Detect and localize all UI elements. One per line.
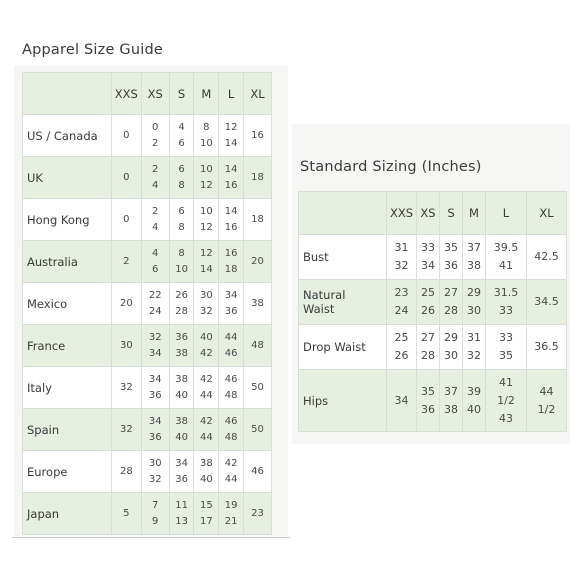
size-value-cell-line: 26 xyxy=(175,289,188,301)
row-label: Mexico xyxy=(23,283,112,325)
row-label: UK xyxy=(23,157,112,199)
size-value-cell xyxy=(111,325,141,367)
size-value-cell xyxy=(141,451,169,493)
size-value-cell xyxy=(194,409,219,451)
size-value-cell-line: 4 xyxy=(152,247,159,259)
size-value-cell xyxy=(244,241,272,283)
standard-sizing-title: Standard Sizing (Inches) xyxy=(300,159,482,175)
table-row xyxy=(23,241,272,283)
size-value-cell-line: 36 xyxy=(444,259,458,272)
size-value-cell-line: 35 xyxy=(444,241,458,254)
size-value-cell-line: 25 xyxy=(394,331,409,344)
table-row xyxy=(23,451,272,493)
size-value-cell-line: 48 xyxy=(224,431,238,443)
size-value-cell-line: 44 xyxy=(199,389,213,401)
size-value-cell-line: 26 xyxy=(421,304,435,317)
size-value-cell xyxy=(169,115,194,157)
size-value-cell-line: 42 xyxy=(199,373,213,385)
size-value-cell xyxy=(219,157,244,199)
size-value-cell-line: 9 xyxy=(152,515,159,527)
row-label: Spain xyxy=(23,409,112,451)
size-value-cell xyxy=(417,370,440,432)
size-value-cell-line: 32 xyxy=(199,305,213,317)
row-label-line: Drop Waist xyxy=(303,340,366,354)
size-value-cell-line: 19 xyxy=(224,499,238,511)
size-value-cell-line: 12 xyxy=(199,179,213,191)
size-value-cell-line: 38 xyxy=(199,457,213,469)
size-value-cell-line: 48 xyxy=(251,339,264,351)
size-value-cell-line: 41 xyxy=(499,259,513,272)
table-row xyxy=(23,367,272,409)
row-label xyxy=(299,370,387,432)
size-value-cell xyxy=(440,235,463,280)
apparel-size-table xyxy=(22,72,272,535)
size-value-cell-line: 6 xyxy=(178,205,185,217)
row-label: Italy xyxy=(23,367,112,409)
table-row xyxy=(299,325,567,370)
size-value-cell xyxy=(111,199,141,241)
row-label-line: Natural xyxy=(303,288,346,302)
header-row xyxy=(299,192,567,235)
size-header-s: S xyxy=(169,73,194,115)
size-value-cell-line: 35 xyxy=(421,384,435,398)
size-value-cell xyxy=(244,367,272,409)
size-value-cell-line: 10 xyxy=(199,163,213,175)
size-value-cell xyxy=(141,409,169,451)
size-value-cell-line: 46 xyxy=(224,373,238,385)
row-label: Hong Kong xyxy=(23,199,112,241)
size-header-l: L xyxy=(219,73,244,115)
size-value-cell-line: 18 xyxy=(224,263,238,275)
size-value-cell xyxy=(417,235,440,280)
size-value-cell-line: 2 xyxy=(152,163,159,175)
size-value-cell-line: 8 xyxy=(203,121,210,133)
size-value-cell-line: 12 xyxy=(224,121,238,133)
size-value-cell xyxy=(417,280,440,325)
size-value-cell xyxy=(244,115,272,157)
size-value-cell-line: 40 xyxy=(175,389,188,401)
size-value-cell-line: 2 xyxy=(123,255,130,267)
size-value-cell-line: 10 xyxy=(175,263,188,275)
size-value-cell-line: 38 xyxy=(175,347,188,359)
size-value-cell xyxy=(219,115,244,157)
size-value-cell xyxy=(387,235,417,280)
size-header-xxs: XXS xyxy=(387,192,417,235)
size-value-cell xyxy=(111,241,141,283)
size-value-cell-line: 34 xyxy=(224,289,238,301)
size-value-cell xyxy=(244,451,272,493)
size-header-l: L xyxy=(486,192,527,235)
size-header-m: M xyxy=(463,192,486,235)
size-value-cell-line: 38 xyxy=(444,402,458,416)
size-value-cell-line: 34.5 xyxy=(534,295,559,308)
size-value-cell xyxy=(244,283,272,325)
size-value-cell-line: 42.5 xyxy=(534,250,559,263)
size-value-cell-line: 28 xyxy=(175,305,188,317)
size-value-cell-line: 32 xyxy=(148,331,162,343)
size-value-cell xyxy=(141,157,169,199)
size-value-cell-line: 15 xyxy=(199,499,213,511)
standard-sizing-table xyxy=(298,191,567,432)
size-value-cell xyxy=(169,367,194,409)
size-value-cell-line: 28 xyxy=(119,465,133,477)
size-value-cell-line: 36.5 xyxy=(534,340,559,353)
size-value-cell xyxy=(417,325,440,370)
size-value-cell xyxy=(194,493,219,535)
row-label: Europe xyxy=(23,451,112,493)
size-value-cell-line: 14 xyxy=(224,205,238,217)
size-value-cell-line: 33 xyxy=(421,241,435,254)
size-value-cell xyxy=(527,370,567,432)
size-value-cell xyxy=(440,370,463,432)
size-value-cell xyxy=(244,157,272,199)
table-row xyxy=(23,115,272,157)
size-value-cell xyxy=(194,325,219,367)
size-value-cell xyxy=(141,325,169,367)
size-value-cell-line: 34 xyxy=(148,415,162,427)
bottom-divider xyxy=(12,537,290,538)
size-value-cell xyxy=(111,115,141,157)
header-corner xyxy=(23,73,112,115)
size-value-cell xyxy=(111,367,141,409)
size-header-xl: XL xyxy=(527,192,567,235)
size-value-cell-line: 6 xyxy=(178,163,185,175)
size-value-cell-line: 29 xyxy=(467,286,481,299)
size-value-cell-line: 1/2 xyxy=(537,402,556,416)
size-value-cell-line: 0 xyxy=(152,121,159,133)
size-value-cell xyxy=(486,235,527,280)
size-value-cell-line: 41 xyxy=(499,375,513,389)
size-value-cell-line: 14 xyxy=(199,263,213,275)
size-value-cell xyxy=(219,367,244,409)
size-value-cell-line: 17 xyxy=(199,515,213,527)
size-header-xs: XS xyxy=(141,73,169,115)
size-value-cell-line: 0 xyxy=(123,171,130,183)
size-value-cell-line: 20 xyxy=(251,255,264,267)
table-row xyxy=(299,280,567,325)
size-value-cell-line: 4 xyxy=(152,179,159,191)
size-value-cell-line: 36 xyxy=(224,305,238,317)
size-value-cell xyxy=(219,325,244,367)
size-value-cell-line: 30 xyxy=(444,349,458,362)
size-value-cell xyxy=(111,451,141,493)
size-value-cell-line: 8 xyxy=(178,247,185,259)
size-value-cell xyxy=(244,199,272,241)
size-value-cell-line: 28 xyxy=(444,304,458,317)
size-value-cell-line: 42 xyxy=(224,457,238,469)
size-value-cell-line: 6 xyxy=(152,263,159,275)
row-label: France xyxy=(23,325,112,367)
size-value-cell-line: 40 xyxy=(199,473,213,485)
size-value-cell-line: 6 xyxy=(178,137,185,149)
size-value-cell-line: 30 xyxy=(148,457,162,469)
size-value-cell-line: 22 xyxy=(148,289,162,301)
size-value-cell-line: 40 xyxy=(199,331,213,343)
size-value-cell-line: 1/2 xyxy=(497,393,515,407)
size-value-cell-line: 30 xyxy=(199,289,213,301)
row-label: Australia xyxy=(23,241,112,283)
header-corner xyxy=(299,192,387,235)
size-value-cell xyxy=(194,115,219,157)
size-value-cell-line: 34 xyxy=(421,259,435,272)
size-value-cell-line: 11 xyxy=(175,499,188,511)
size-value-cell xyxy=(111,409,141,451)
size-header-xl: XL xyxy=(244,73,272,115)
size-value-cell-line: 43 xyxy=(499,411,513,425)
size-value-cell-line: 12 xyxy=(199,221,213,233)
size-value-cell xyxy=(440,325,463,370)
size-value-cell-line: 38 xyxy=(467,259,481,272)
size-value-cell-line: 2 xyxy=(152,137,159,149)
size-value-cell-line: 36 xyxy=(421,402,435,416)
size-value-cell-line: 36 xyxy=(175,473,188,485)
row-label: US / Canada xyxy=(23,115,112,157)
size-value-cell-line: 36 xyxy=(148,389,162,401)
size-value-cell-line: 33 xyxy=(499,331,513,344)
size-value-cell-line: 46 xyxy=(224,415,238,427)
size-value-cell xyxy=(219,493,244,535)
table-row xyxy=(23,325,272,367)
size-header-s: S xyxy=(440,192,463,235)
size-value-cell-line: 34 xyxy=(394,393,409,407)
size-value-cell xyxy=(486,325,527,370)
size-value-cell xyxy=(194,283,219,325)
size-value-cell xyxy=(194,241,219,283)
size-value-cell-line: 44 xyxy=(224,331,238,343)
size-value-cell xyxy=(194,199,219,241)
size-value-cell-line: 32 xyxy=(119,423,133,435)
size-value-cell-line: 44 xyxy=(199,431,213,443)
size-value-cell xyxy=(111,493,141,535)
size-value-cell-line: 38 xyxy=(175,373,188,385)
size-value-cell-line: 26 xyxy=(394,349,409,362)
row-label-line: Bust xyxy=(303,250,329,264)
size-value-cell-line: 18 xyxy=(251,213,264,225)
table-row xyxy=(299,235,567,280)
size-value-cell-line: 24 xyxy=(148,305,162,317)
size-value-cell-line: 16 xyxy=(224,247,238,259)
size-value-cell-line: 36 xyxy=(175,331,188,343)
size-value-cell xyxy=(219,451,244,493)
size-value-cell-line: 42 xyxy=(199,415,213,427)
size-value-cell xyxy=(387,280,417,325)
size-value-cell-line: 20 xyxy=(119,297,133,309)
table-row xyxy=(23,409,272,451)
size-value-cell xyxy=(219,409,244,451)
apparel-size-guide-title: Apparel Size Guide xyxy=(22,42,163,58)
size-value-cell-line: 24 xyxy=(394,304,409,317)
size-value-cell-line: 29 xyxy=(444,331,458,344)
size-value-cell-line: 48 xyxy=(224,389,238,401)
size-value-cell xyxy=(463,235,486,280)
size-value-cell-line: 44 xyxy=(224,473,238,485)
size-value-cell-line: 39.5 xyxy=(493,241,519,254)
size-value-cell-line: 4 xyxy=(152,221,159,233)
size-value-cell-line: 37 xyxy=(444,384,458,398)
size-value-cell-line: 2 xyxy=(152,205,159,217)
size-value-cell-line: 27 xyxy=(444,286,458,299)
size-value-cell xyxy=(387,325,417,370)
size-value-cell-line: 21 xyxy=(224,515,238,527)
size-value-cell-line: 42 xyxy=(199,347,213,359)
size-value-cell-line: 18 xyxy=(251,171,264,183)
size-value-cell-line: 38 xyxy=(251,297,264,309)
size-value-cell xyxy=(194,367,219,409)
size-value-cell-line: 30 xyxy=(467,304,481,317)
size-header-m: M xyxy=(194,73,219,115)
size-value-cell-line: 0 xyxy=(123,213,130,225)
size-value-cell-line: 32 xyxy=(119,381,133,393)
size-value-cell-line: 14 xyxy=(224,163,238,175)
size-value-cell-line: 31 xyxy=(394,241,409,254)
size-value-cell xyxy=(219,283,244,325)
size-value-cell xyxy=(244,325,272,367)
size-value-cell-line: 7 xyxy=(152,499,159,511)
size-value-cell xyxy=(111,157,141,199)
row-label xyxy=(299,280,387,325)
size-value-cell xyxy=(244,493,272,535)
size-value-cell-line: 0 xyxy=(123,129,130,141)
size-value-cell xyxy=(169,493,194,535)
size-value-cell xyxy=(169,157,194,199)
size-value-cell xyxy=(486,280,527,325)
size-value-cell-line: 34 xyxy=(148,373,162,385)
size-value-cell-line: 10 xyxy=(199,205,213,217)
size-value-cell xyxy=(169,199,194,241)
size-value-cell-line: 32 xyxy=(467,349,481,362)
size-value-cell xyxy=(244,409,272,451)
size-value-cell-line: 16 xyxy=(224,179,238,191)
size-value-cell xyxy=(169,451,194,493)
size-value-cell xyxy=(169,241,194,283)
size-value-cell xyxy=(169,409,194,451)
size-value-cell xyxy=(219,241,244,283)
size-value-cell xyxy=(169,325,194,367)
table-row xyxy=(23,283,272,325)
table-row xyxy=(23,157,272,199)
size-value-cell-line: 38 xyxy=(175,415,188,427)
size-header-xxs: XXS xyxy=(111,73,141,115)
size-value-cell xyxy=(141,199,169,241)
size-value-cell-line: 25 xyxy=(421,286,435,299)
table-row xyxy=(23,199,272,241)
size-value-cell xyxy=(527,235,567,280)
size-header-xs: XS xyxy=(417,192,440,235)
row-label: Japan xyxy=(23,493,112,535)
size-value-cell-line: 36 xyxy=(148,431,162,443)
size-value-cell-line: 34 xyxy=(148,347,162,359)
size-value-cell-line: 40 xyxy=(467,402,481,416)
size-value-cell-line: 30 xyxy=(119,339,133,351)
size-value-cell-line: 23 xyxy=(394,286,409,299)
size-value-cell xyxy=(527,325,567,370)
size-value-cell xyxy=(141,367,169,409)
size-value-cell-line: 33 xyxy=(499,304,513,317)
size-value-cell xyxy=(463,370,486,432)
size-value-cell xyxy=(141,283,169,325)
row-label xyxy=(299,235,387,280)
size-value-cell-line: 44 xyxy=(539,384,554,398)
size-value-cell-line: 14 xyxy=(224,137,238,149)
size-value-cell xyxy=(194,451,219,493)
size-value-cell-line: 39 xyxy=(467,384,481,398)
size-value-cell-line: 34 xyxy=(175,457,188,469)
size-value-cell-line: 10 xyxy=(199,137,213,149)
size-value-cell-line: 16 xyxy=(224,221,238,233)
size-value-cell xyxy=(527,280,567,325)
size-value-cell xyxy=(141,493,169,535)
size-value-cell xyxy=(141,115,169,157)
size-value-cell xyxy=(141,241,169,283)
size-value-cell-line: 46 xyxy=(224,347,238,359)
size-value-cell-line: 32 xyxy=(148,473,162,485)
size-value-cell-line: 50 xyxy=(251,423,264,435)
size-value-cell-line: 23 xyxy=(251,507,264,519)
size-value-cell xyxy=(440,280,463,325)
size-value-cell-line: 50 xyxy=(251,381,264,393)
size-value-cell xyxy=(169,283,194,325)
table-row xyxy=(23,493,272,535)
size-value-cell xyxy=(194,157,219,199)
size-value-cell-line: 46 xyxy=(251,465,264,477)
size-value-cell-line: 13 xyxy=(175,515,188,527)
size-value-cell-line: 27 xyxy=(421,331,435,344)
size-value-cell-line: 16 xyxy=(251,129,264,141)
size-value-cell-line: 8 xyxy=(178,221,185,233)
row-label xyxy=(299,325,387,370)
size-value-cell xyxy=(387,370,417,432)
row-label-line: Waist xyxy=(303,302,335,316)
size-value-cell xyxy=(463,280,486,325)
size-value-cell-line: 4 xyxy=(178,121,185,133)
size-value-cell-line: 12 xyxy=(199,247,213,259)
size-value-cell xyxy=(111,283,141,325)
size-value-cell-line: 40 xyxy=(175,431,188,443)
size-value-cell xyxy=(463,325,486,370)
row-label-line: Hips xyxy=(303,393,329,408)
size-value-cell-line: 32 xyxy=(394,259,409,272)
size-value-cell xyxy=(219,199,244,241)
size-value-cell-line: 35 xyxy=(499,349,513,362)
size-value-cell xyxy=(486,370,527,432)
header-row xyxy=(23,73,272,115)
size-value-cell-line: 5 xyxy=(123,507,130,519)
size-value-cell-line: 31.5 xyxy=(493,286,519,299)
size-value-cell-line: 37 xyxy=(467,241,481,254)
size-value-cell-line: 8 xyxy=(178,179,185,191)
table-row xyxy=(299,370,567,432)
size-value-cell-line: 28 xyxy=(421,349,435,362)
size-value-cell-line: 31 xyxy=(467,331,481,344)
